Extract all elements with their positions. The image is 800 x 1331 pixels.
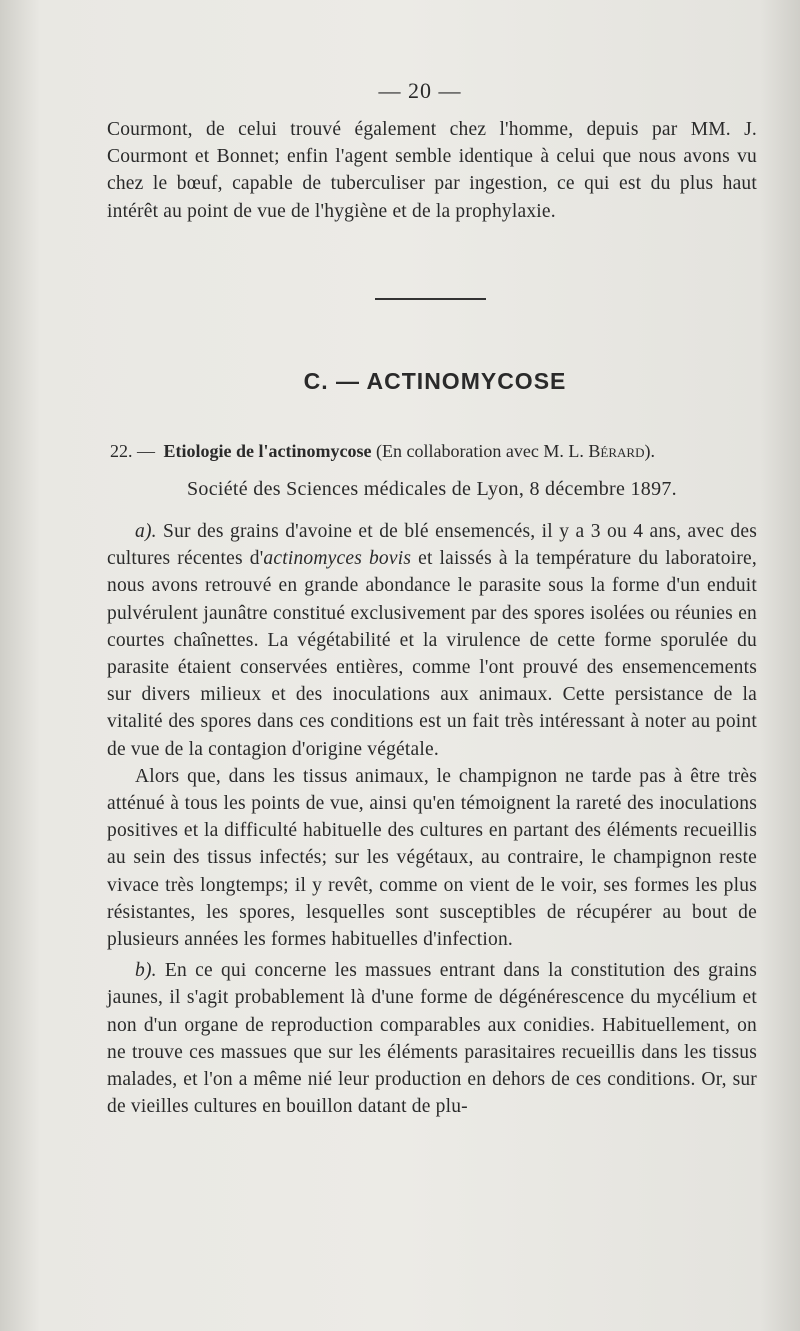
intro-paragraph: Courmont, de celui trouvé également chez l'homme, depuis par MM. J. Courmont et Bonnet; enfin l'agent semble identique à celui que nous avons vu chez le bœuf, capable de tuberculiser par ingestion, ce qui est du plus haut intérêt au point de vue de l'hygiène et de la prophylaxie.: [107, 119, 757, 222]
body-block: [107, 518, 757, 1120]
entry-collab-prefix: (En collaboration avec M. L.: [375, 441, 584, 461]
entry-source: Société des Sciences médicales de Lyon, 8 décembre 1897.: [187, 478, 677, 500]
paragraph-b-label: b).: [135, 960, 157, 982]
paragraph-a-label: a).: [135, 521, 157, 542]
page-number: — 20 —: [378, 78, 462, 103]
entry-collab-suffix: ).: [644, 441, 655, 461]
paragraph-alors: Alors que, dans les tissus animaux, le champignon ne tarde pas à être très atténué à tous les points de vue, ainsi qu'en témoignent la rareté des inoculations positives et la difficulté habituelle des cultures en partant des éléments recueillis au sein des tissus infectés; sur les végétaux, au contraire, le champignon reste vivace très longtemps; il y revêt, comme on vient de le voir, ses formes les plus résistantes, les spores, lesquelles sont susceptibles de récupérer au bout de plusieurs années les formes habituelles d'infection.: [107, 765, 757, 951]
entry-title: Etiologie de l'actinomycose: [163, 441, 372, 461]
entry-number: 22. —: [110, 441, 155, 461]
intro-block: [107, 116, 757, 225]
bibliography-entry: [110, 441, 770, 462]
paragraph-b-text: En ce qui concerne les massues entrant dans la constitution des grains jaunes, il s'agit probablement là d'une forme de dégénérescence du mycélium et non d'un organe de reproduction comparables aux conidies. Habituellement, on ne trouve ces massues que sur les éléments parasitaires recueillis dans les tissus malades, et l'on a même nié leur production en dehors de ces conditions. Or, sur de vieilles cultures en bouillon datant de plu-: [107, 960, 757, 1118]
paragraph-b: [107, 957, 757, 1120]
section-divider: [375, 298, 486, 300]
section-heading: C. — ACTINOMYCOSE: [303, 368, 567, 394]
paragraph-a: [107, 518, 757, 763]
paragraph-a-text-before: Sur des grains d'avoine et de blé ensemencés, il y a 3 ou 4 ans, avec des cultures récentes d': [107, 521, 757, 570]
species-name: actinomyces bovis: [263, 548, 412, 570]
entry-collab-name: Bérard: [588, 441, 645, 461]
paragraph-a-text-after: et laissés à la température du laboratoire, nous avons retrouvé en grande abondance le parasite sous la forme d'un enduit pulvérulent jaunâtre constitué exclusivement par des spores isolées ou réunies en courtes chaînettes. La végétabilité et la virulence de cette forme sporulée du parasite étaient conservées entières, comme l'ont prouvé des ensemencements sur divers milieux et des inoculations aux animaux. Cette persistance de la vitalité des spores dans ces conditions est un fait très intéressant à noter au point de vue de la contagion d'origine végétale.: [107, 548, 757, 760]
